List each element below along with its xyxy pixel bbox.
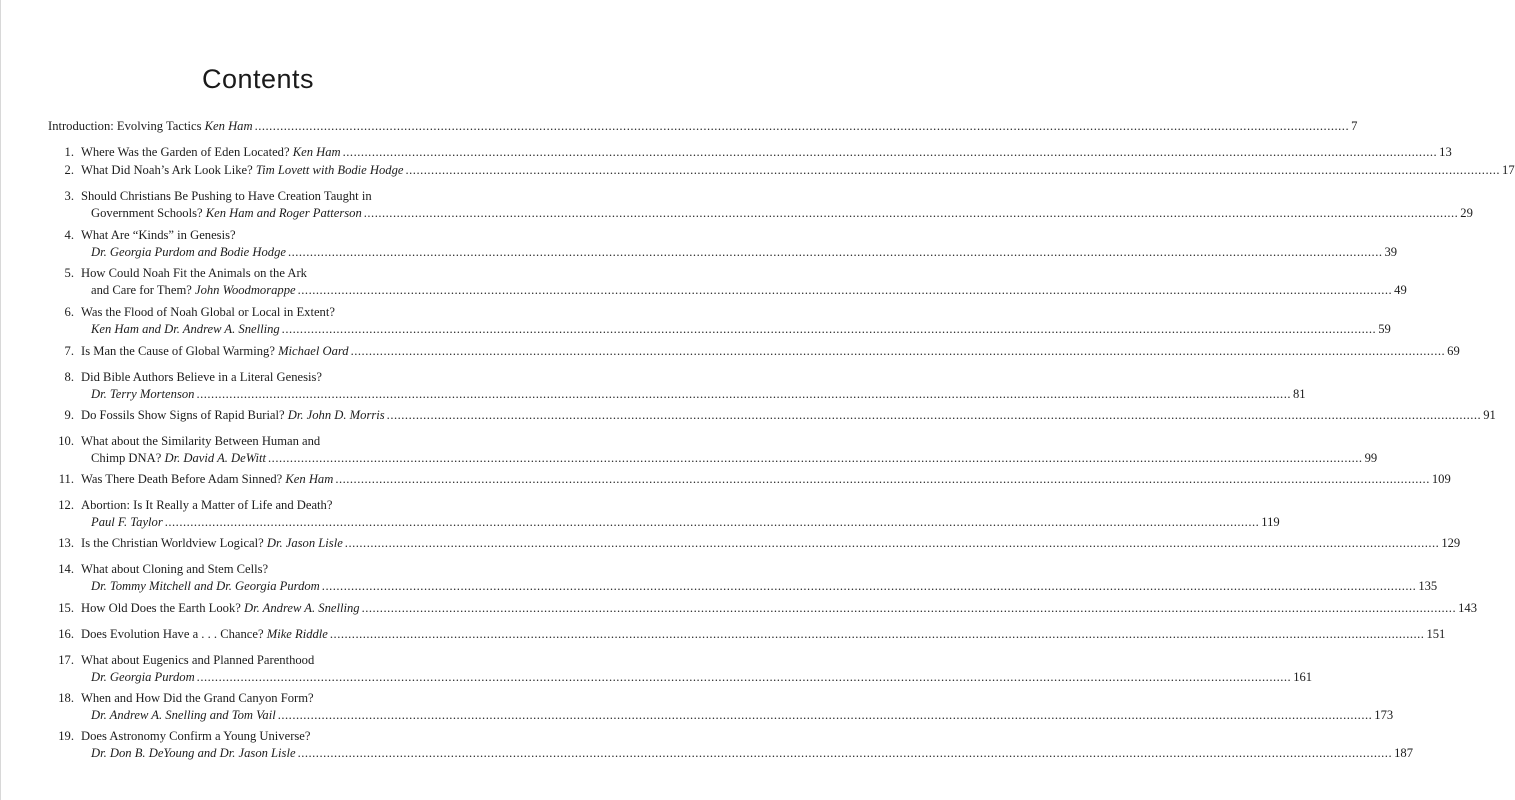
- entry-title: Introduction: Evolving Tactics: [48, 119, 205, 133]
- entry-author: Dr. David A. DeWitt: [164, 451, 267, 465]
- toc-entry: [58, 497, 1280, 531]
- entry-number: 8.: [64, 370, 74, 384]
- entry-title: Should Christians Be Pushing to Have Creation Taught in: [81, 189, 372, 203]
- entry-line: [81, 450, 1378, 467]
- entry-line: [81, 690, 469, 707]
- toc-entry: [64, 369, 1306, 403]
- toc-entry: [64, 144, 1452, 161]
- entry-number: 15.: [58, 601, 74, 615]
- page-number: 59: [1378, 322, 1391, 336]
- entry-number: 10.: [58, 434, 74, 448]
- dot-leader: ............................................................................................................................................................................................................................................................................................................: [335, 472, 1430, 486]
- entry-title: Chimp DNA?: [91, 451, 165, 465]
- entry-line: [81, 578, 1438, 595]
- dot-leader: ............................................................................................................................................................................................................................................................................................................: [350, 344, 1446, 358]
- entry-title: Does Astronomy Confirm a Young Universe?: [81, 729, 311, 743]
- dot-leader: ............................................................................................................................................................................................................................................................................................................: [196, 670, 1292, 684]
- entry-author: Dr. Don B. DeYoung and Dr. Jason Lisle: [91, 746, 296, 760]
- page-number: 109: [1431, 472, 1451, 486]
- entry-title: What about Cloning and Stem Cells?: [81, 562, 269, 576]
- page-number: 119: [1261, 515, 1280, 529]
- entry-line: [81, 144, 1452, 161]
- toc-entry: [58, 561, 1438, 595]
- entry-title: Abortion: Is It Really a Matter of Life and Death?: [81, 498, 333, 512]
- entry-number: 14.: [58, 562, 74, 576]
- page-number: 49: [1394, 283, 1407, 297]
- entry-author: Dr. Georgia Purdom and Bodie Hodge: [91, 245, 286, 259]
- entry-title: Where Was the Garden of Eden Located?: [81, 145, 293, 159]
- entry-number: 13.: [58, 536, 74, 550]
- page-number: 13: [1439, 145, 1452, 159]
- entry-line: [81, 433, 469, 450]
- entry-line: [81, 244, 1398, 261]
- dot-leader: ............................................................................................................................................................................................................................................................................................................: [196, 387, 1291, 401]
- entry-line: [81, 669, 1313, 686]
- toc-entry: [64, 227, 1398, 261]
- entry-author: Dr. Andrew A. Snelling and Tom Vail: [91, 708, 276, 722]
- page-number: 187: [1394, 746, 1413, 760]
- page-title: Contents: [201, 64, 315, 94]
- entry-title: and Care for Them?: [91, 283, 195, 297]
- dot-leader: ............................................................................................................................................................................................................................................................................................................: [321, 579, 1417, 593]
- entry-author: Ken Ham and Roger Patterson: [205, 206, 362, 220]
- dot-leader: ............................................................................................................................................................................................................................................................................................................: [363, 206, 1459, 220]
- entry-line: [81, 304, 469, 321]
- entry-author: Dr. Terry Mortenson: [91, 387, 195, 401]
- toc-entry: [58, 626, 1446, 643]
- entry-line: [81, 265, 469, 282]
- toc-entry: [58, 728, 1413, 762]
- entry-author: Dr. Jason Lisle: [266, 536, 343, 550]
- entry-author: Dr. Tommy Mitchell and Dr. Georgia Purdom: [91, 579, 320, 593]
- toc-entry: [58, 535, 1461, 552]
- entry-number: 11.: [58, 472, 74, 486]
- entry-title: What Did Noah’s Ark Look Like?: [81, 163, 256, 177]
- entry-line: [81, 188, 469, 205]
- page-number: 129: [1441, 536, 1461, 550]
- toc-entry: [64, 265, 1407, 299]
- entry-title: What about the Similarity Between Human and: [81, 434, 321, 448]
- entry-line: [81, 514, 1280, 531]
- dot-leader: ............................................................................................................................................................................................................................................................................................................: [287, 245, 1383, 259]
- entry-author: Tim Lovett with Bodie Hodge: [255, 163, 404, 177]
- entry-number: 17.: [58, 653, 74, 667]
- entry-line: [81, 745, 1413, 762]
- entry-author: Ken Ham and Dr. Andrew A. Snelling: [91, 322, 280, 336]
- entry-line: [81, 162, 1515, 179]
- entry-title: How Could Noah Fit the Animals on the Ark: [81, 266, 307, 280]
- entry-number: 3.: [64, 189, 74, 203]
- entry-number: 6.: [64, 305, 74, 319]
- dot-leader: ............................................................................................................................................................................................................................................................................................................: [277, 708, 1373, 722]
- entry-line: [81, 626, 1446, 643]
- dot-leader: ............................................................................................................................................................................................................................................................................................................: [297, 746, 1393, 760]
- entry-author: Dr. John D. Morris: [287, 408, 385, 422]
- toc-entry: [64, 188, 1473, 222]
- page-number: 91: [1483, 408, 1496, 422]
- entry-number: 2.: [64, 163, 74, 177]
- entry-title: What Are “Kinds” in Genesis?: [81, 228, 236, 242]
- page-number: 99: [1364, 451, 1378, 465]
- toc-entry: [64, 343, 1460, 360]
- page-number: 135: [1418, 579, 1438, 593]
- entry-line: [81, 652, 469, 669]
- entry-number: 1.: [64, 145, 74, 159]
- entry-author: Michael Oard: [278, 344, 349, 358]
- entry-line: [81, 321, 1391, 338]
- entry-author: Ken Ham: [204, 119, 253, 133]
- toc-entry: [64, 162, 1515, 179]
- entry-line: [48, 118, 1358, 135]
- page-number: 151: [1426, 627, 1446, 641]
- entry-line: [81, 407, 1496, 424]
- entry-title: Government Schools?: [91, 206, 206, 220]
- dot-leader: ............................................................................................................................................................................................................................................................................................................: [268, 451, 1363, 465]
- entry-line: [81, 343, 1460, 360]
- entry-line: [81, 561, 469, 578]
- entry-author: Dr. Georgia Purdom: [91, 670, 195, 684]
- entry-number: 16.: [58, 627, 74, 641]
- entry-line: [81, 707, 1394, 724]
- entry-title: What about Eugenics and Planned Parenthood: [81, 653, 315, 667]
- page-number: 7: [1351, 119, 1358, 133]
- page-number: 29: [1460, 206, 1473, 220]
- toc-entry: [58, 652, 1313, 686]
- dot-leader: ............................................................................................................................................................................................................................................................................................................: [281, 322, 1377, 336]
- toc-entry: [64, 304, 1391, 338]
- entry-line: [81, 205, 1473, 222]
- page-number: 69: [1447, 344, 1460, 358]
- entry-author: Dr. Andrew A. Snelling: [243, 601, 360, 615]
- entry-line: [81, 386, 1306, 403]
- page-number: 143: [1458, 601, 1477, 615]
- toc-entry: [64, 407, 1496, 424]
- entry-author: Mike Riddle: [266, 627, 328, 641]
- toc-entry: [58, 690, 1394, 724]
- entry-line: [81, 227, 469, 244]
- entry-title: When and How Did the Grand Canyon Form?: [81, 691, 314, 705]
- entry-line: [81, 369, 469, 386]
- entry-title: Does Evolution Have a . . . Chance?: [81, 627, 267, 641]
- entry-line: [81, 535, 1461, 552]
- entry-title: Did Bible Authors Believe in a Literal Genesis?: [81, 370, 322, 384]
- dot-leader: ............................................................................................................................................................................................................................................................................................................: [254, 119, 1350, 133]
- toc-entry: [58, 471, 1451, 488]
- entry-number: 19.: [58, 729, 74, 743]
- dot-leader: ............................................................................................................................................................................................................................................................................................................: [361, 601, 1457, 615]
- entry-line: [81, 471, 1451, 488]
- entry-line: [81, 728, 469, 745]
- toc-entry: [58, 600, 1477, 617]
- entry-number: 9.: [64, 408, 74, 422]
- page-number: 173: [1374, 708, 1394, 722]
- entry-title: Was There Death Before Adam Sinned?: [81, 472, 286, 486]
- entry-line: [81, 497, 469, 514]
- entry-title: Do Fossils Show Signs of Rapid Burial?: [81, 408, 288, 422]
- entry-number: 7.: [64, 344, 74, 358]
- entry-author: Ken Ham: [285, 472, 334, 486]
- entry-number: 5.: [64, 266, 74, 280]
- entry-number: 12.: [58, 498, 74, 512]
- dot-leader: ............................................................................................................................................................................................................................................................................................................: [344, 536, 1440, 550]
- page-number: 17: [1502, 163, 1515, 177]
- entry-title: Is the Christian Worldview Logical?: [81, 536, 267, 550]
- page-number: 161: [1293, 670, 1313, 684]
- page-number: 81: [1292, 387, 1306, 401]
- toc-entry: [48, 118, 1358, 135]
- entry-author: John Woodmorappe: [194, 283, 296, 297]
- entry-number: 4.: [64, 228, 74, 242]
- entry-line: [81, 282, 1407, 299]
- entry-title: How Old Does the Earth Look?: [81, 601, 244, 615]
- dot-leader: ............................................................................................................................................................................................................................................................................................................: [405, 163, 1501, 177]
- page-number: 39: [1384, 245, 1398, 259]
- entry-number: 18.: [58, 691, 74, 705]
- dot-leader: ............................................................................................................................................................................................................................................................................................................: [297, 283, 1393, 297]
- entry-title: Was the Flood of Noah Global or Local in Extent?: [81, 305, 335, 319]
- dot-leader: ............................................................................................................................................................................................................................................................................................................: [342, 145, 1438, 159]
- toc-entry: [58, 433, 1378, 467]
- entry-author: Paul F. Taylor: [91, 515, 163, 529]
- entry-author: Ken Ham: [292, 145, 341, 159]
- entry-title: Is Man the Cause of Global Warming?: [81, 344, 279, 358]
- dot-leader: ............................................................................................................................................................................................................................................................................................................: [329, 627, 1425, 641]
- dot-leader: ............................................................................................................................................................................................................................................................................................................: [164, 515, 1260, 529]
- entry-line: [81, 600, 1477, 617]
- dot-leader: ............................................................................................................................................................................................................................................................................................................: [386, 408, 1482, 422]
